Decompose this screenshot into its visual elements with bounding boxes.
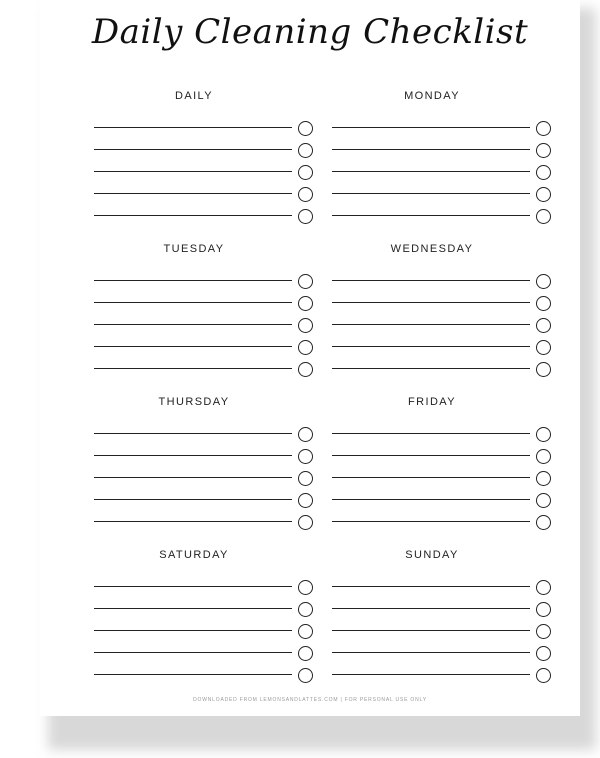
task-row (332, 150, 552, 172)
task-row (332, 434, 552, 456)
task-row (332, 587, 552, 609)
task-row (332, 500, 552, 522)
task-line[interactable] (332, 521, 530, 522)
task-row (332, 194, 552, 216)
task-row (94, 150, 314, 172)
checkbox-circle[interactable] (536, 668, 551, 683)
checkbox-circle[interactable] (536, 362, 551, 377)
task-row (332, 347, 552, 369)
task-row (94, 587, 314, 609)
task-row (332, 303, 552, 325)
task-line[interactable] (332, 368, 530, 369)
page-title: Daily Cleaning Checklist (91, 12, 529, 52)
task-line[interactable] (94, 674, 292, 675)
task-row (332, 412, 552, 434)
task-row (94, 106, 314, 128)
checkbox-circle[interactable] (298, 668, 313, 683)
task-row (332, 259, 552, 281)
task-row (332, 631, 552, 653)
task-row (94, 609, 314, 631)
task-row (332, 456, 552, 478)
section-title: FRIDAY (408, 396, 456, 408)
task-row (94, 128, 314, 150)
task-line[interactable] (94, 215, 292, 216)
checkbox-circle[interactable] (298, 515, 313, 530)
task-row (94, 653, 314, 675)
checklist-page (40, 0, 580, 716)
task-line[interactable] (94, 521, 292, 522)
section-title: MONDAY (404, 90, 460, 102)
section-title: THURSDAY (158, 396, 230, 408)
task-row (94, 303, 314, 325)
task-row (94, 172, 314, 194)
footer-note: DOWNLOADED FROM LEMONSANDLATTES.COM | FOR PERSONAL USE ONLY (193, 697, 427, 703)
task-row (94, 194, 314, 216)
task-row (94, 325, 314, 347)
section-title: SUNDAY (405, 549, 459, 561)
task-row (94, 412, 314, 434)
section-title: DAILY (175, 90, 213, 102)
section-title: TUESDAY (163, 243, 225, 255)
task-row (332, 478, 552, 500)
task-row (94, 259, 314, 281)
task-row (332, 653, 552, 675)
task-row (94, 500, 314, 522)
section-title: SATURDAY (159, 549, 229, 561)
task-line[interactable] (94, 368, 292, 369)
task-row (332, 609, 552, 631)
task-row (94, 281, 314, 303)
task-row (332, 128, 552, 150)
task-row (332, 325, 552, 347)
task-row (94, 631, 314, 653)
task-row (332, 172, 552, 194)
task-row (94, 478, 314, 500)
task-row (94, 456, 314, 478)
task-row (332, 106, 552, 128)
task-line[interactable] (332, 215, 530, 216)
task-row (332, 565, 552, 587)
checkbox-circle[interactable] (536, 209, 551, 224)
section-title: WEDNESDAY (390, 243, 474, 255)
task-row (332, 281, 552, 303)
task-row (94, 565, 314, 587)
task-row (94, 434, 314, 456)
checkbox-circle[interactable] (536, 515, 551, 530)
checkbox-circle[interactable] (298, 209, 313, 224)
task-row (94, 347, 314, 369)
checkbox-circle[interactable] (298, 362, 313, 377)
task-line[interactable] (332, 674, 530, 675)
